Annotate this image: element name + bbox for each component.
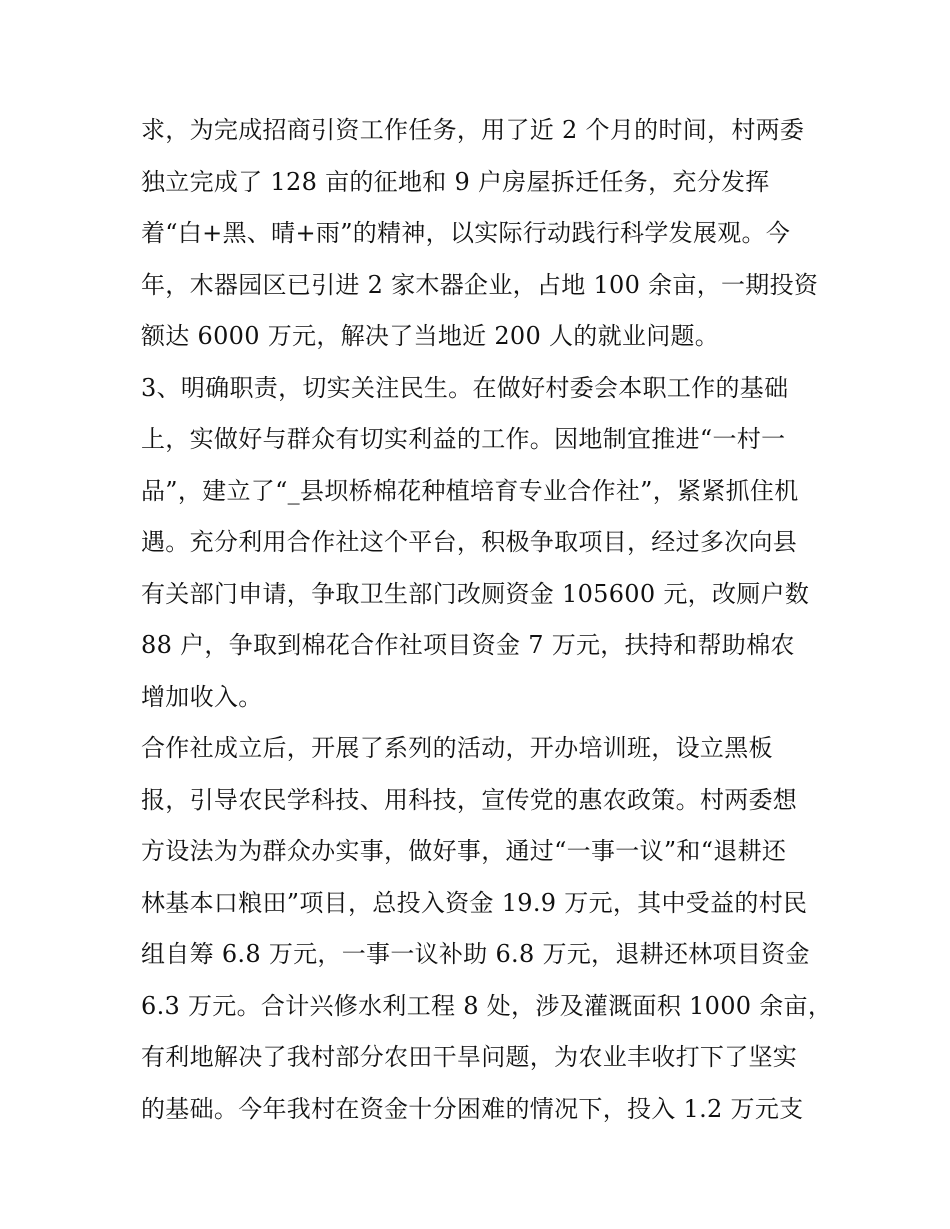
text-line: 增加收入。 <box>141 682 263 711</box>
text-line: 着“白+黑、晴+雨”的精神，以实际行动践行科学发展观。今 <box>141 219 791 247</box>
text-line: 88 户，争取到棉花合作社项目资金 7 万元，扶持和帮助棉农 <box>141 631 795 659</box>
text-line: 年，木器园区已引进 2 家木器企业，占地 100 余亩，一期投资 <box>141 270 819 299</box>
text-line: 独立完成了 128 亩的征地和 9 户房屋拆迁任务，充分发挥 <box>141 167 770 196</box>
text-line: 求，为完成招商引资工作任务，用了近 2 个月的时间，村两委 <box>141 116 805 144</box>
text-line: 品”，建立了“_县坝桥棉花种植培育专业合作社”，紧紧抓住机 <box>141 476 799 505</box>
text-line: 方设法为为群众办实事，做好事，通过“一事一议”和“退耕还 <box>141 837 787 865</box>
text-line: 遇。充分利用合作社这个平台，积极争取项目，经过多次向县 <box>141 528 798 556</box>
text-line: 额达 6000 万元，解决了当地近 200 人的就业问题。 <box>141 322 720 350</box>
text-line: 报，引导农民学科技、用科技，宣传党的惠农政策。村两委想 <box>141 785 798 814</box>
text-line: 合作社成立后，开展了系列的活动，开办培训班，设立黑板 <box>141 734 773 762</box>
text-line: 林基本口粮田”项目，总投入资金 19.9 万元，其中受益的村民 <box>141 888 808 917</box>
text-line: 有关部门申请，争取卫生部门改厕资金 105600 元，改厕户数 <box>141 579 810 608</box>
text-line: 6.3 万元。合计兴修水利工程 8 处，涉及灌溉面积 1000 余亩， <box>141 991 833 1020</box>
text-line: 3、明确职责，切实关注民生。在做好村委会本职工作的基础 <box>141 373 789 402</box>
text-line: 组自筹 6.8 万元，一事一议补助 6.8 万元，退耕还林项目资金 <box>141 940 810 968</box>
text-line: 的基础。今年我村在资金十分困难的情况下，投入 1.2 万元支 <box>141 1094 804 1123</box>
text-line: 上，实做好与群众有切实利益的工作。因地制宜推进“一村一 <box>141 425 786 453</box>
body-text <box>141 105 831 1135</box>
text-line: 有利地解决了我村部分农田干旱问题，为农业丰收打下了坚实 <box>141 1043 798 1071</box>
